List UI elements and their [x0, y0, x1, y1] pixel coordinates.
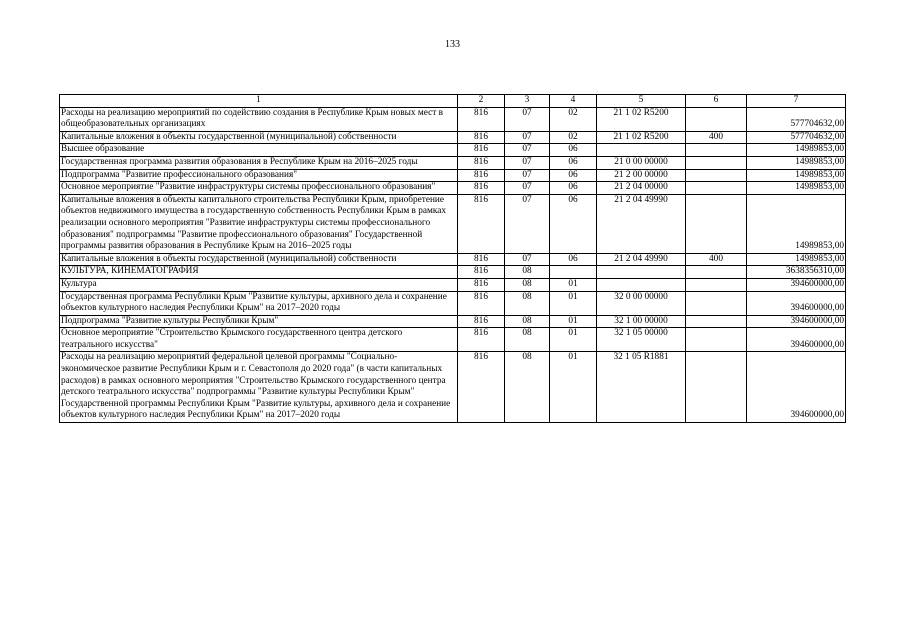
section-code-cell: 07: [505, 107, 550, 131]
section-code-cell: 07: [505, 169, 550, 182]
expense-type-cell: [686, 328, 747, 352]
target-article-cell: 21 2 00 00000: [597, 169, 686, 182]
target-article-cell: 21 2 04 49990: [597, 194, 686, 253]
target-article-cell: 32 0 00 00000: [597, 291, 686, 315]
table-row: [60, 156, 846, 169]
section-code-cell: 07: [505, 253, 550, 266]
subsection-code-cell: 06: [550, 169, 597, 182]
expense-type-cell: [686, 169, 747, 182]
row-name-cell: Капитальные вложения в объекты капитального строительства Республики Крым, приобретение объектов недвижимого имущества в государственную собственность Республики Крым в рамках реализации основного мероприятия "Развитие инфраструктуры системы профессионального образования" подпрограммы "Развитие профессионального образования" Государственной программы развития образования в Республике Крым на 2016–2025 годы: [60, 194, 458, 253]
table-row: [60, 328, 846, 352]
row-name-cell: Расходы на реализацию мероприятий по содействию создания в Республике Крым новых мест в общеобразовательных организациях: [60, 107, 458, 131]
expense-type-cell: [686, 352, 747, 423]
target-article-cell: 32 1 05 00000: [597, 328, 686, 352]
section-code-cell: 07: [505, 156, 550, 169]
target-article-cell: 21 1 02 R5200: [597, 131, 686, 144]
subsection-code-cell: 02: [550, 107, 597, 131]
table-row: [60, 253, 846, 266]
ministry-code-cell: 816: [458, 266, 505, 279]
section-code-cell: 07: [505, 131, 550, 144]
amount-cell: 14989853,00: [747, 169, 846, 182]
row-name-cell: Культура: [60, 278, 458, 291]
column-header: 5: [597, 95, 686, 108]
table-row: [60, 291, 846, 315]
expense-type-cell: [686, 315, 747, 328]
section-code-cell: 08: [505, 328, 550, 352]
table-header-row: [60, 95, 846, 108]
subsection-code-cell: 01: [550, 291, 597, 315]
table-row: [60, 315, 846, 328]
table-row: [60, 182, 846, 195]
column-header: 6: [686, 95, 747, 108]
subsection-code-cell: [550, 266, 597, 279]
amount-cell: 14989853,00: [747, 253, 846, 266]
amount-cell: 577704632,00: [747, 107, 846, 131]
row-name-cell: Расходы на реализацию мероприятий федеральной целевой программы "Социально-экономическое развитие Республики Крым и г. Севастополя до 2020 года" (в части капитальных расходов) в рамках основного мероприятия "Строительство Крымского государственного центра детского театрального искусства" подпрограммы "Развитие культуры Республики Крым" Государственной программы Республики Крым "Развитие культуры, архивного дела и сохранение объектов культурного наследия Республики Крым" на 2017–2020 годы: [60, 352, 458, 423]
ministry-code-cell: 816: [458, 291, 505, 315]
column-header: 4: [550, 95, 597, 108]
amount-cell: 14989853,00: [747, 182, 846, 195]
expense-type-cell: [686, 182, 747, 195]
row-name-cell: КУЛЬТУРА, КИНЕМАТОГРАФИЯ: [60, 266, 458, 279]
ministry-code-cell: 816: [458, 182, 505, 195]
target-article-cell: 32 1 05 R1881: [597, 352, 686, 423]
ministry-code-cell: 816: [458, 278, 505, 291]
amount-cell: 14989853,00: [747, 156, 846, 169]
target-article-cell: [597, 278, 686, 291]
amount-cell: 394600000,00: [747, 328, 846, 352]
row-name-cell: Подпрограмма "Развитие культуры Республики Крым": [60, 315, 458, 328]
column-header: 7: [747, 95, 846, 108]
row-name-cell: Основное мероприятие "Строительство Крымского государственного центра детского театрального искусства": [60, 328, 458, 352]
column-header: 2: [458, 95, 505, 108]
subsection-code-cell: 06: [550, 156, 597, 169]
ministry-code-cell: 816: [458, 352, 505, 423]
target-article-cell: 21 2 04 00000: [597, 182, 686, 195]
target-article-cell: 21 0 00 00000: [597, 156, 686, 169]
row-name-cell: Капитальные вложения в объекты государственной (муниципальной) собственности: [60, 131, 458, 144]
expense-type-cell: [686, 194, 747, 253]
target-article-cell: 32 1 00 00000: [597, 315, 686, 328]
table-row: [60, 194, 846, 253]
target-article-cell: 21 2 04 49990: [597, 253, 686, 266]
expense-type-cell: [686, 278, 747, 291]
ministry-code-cell: 816: [458, 328, 505, 352]
amount-cell: 14989853,00: [747, 144, 846, 157]
section-code-cell: 08: [505, 266, 550, 279]
target-article-cell: 21 1 02 R5200: [597, 107, 686, 131]
expense-type-cell: 400: [686, 131, 747, 144]
table-row: [60, 352, 846, 423]
table-row: [60, 144, 846, 157]
section-code-cell: 08: [505, 278, 550, 291]
amount-cell: 577704632,00: [747, 131, 846, 144]
section-code-cell: 08: [505, 291, 550, 315]
ministry-code-cell: 816: [458, 253, 505, 266]
amount-cell: 14989853,00: [747, 194, 846, 253]
amount-cell: 394600000,00: [747, 315, 846, 328]
budget-table: [59, 94, 846, 423]
ministry-code-cell: 816: [458, 169, 505, 182]
table-row: [60, 278, 846, 291]
ministry-code-cell: 816: [458, 315, 505, 328]
table-row: [60, 266, 846, 279]
row-name-cell: Подпрограмма "Развитие профессионального образования": [60, 169, 458, 182]
expense-type-cell: [686, 144, 747, 157]
section-code-cell: 08: [505, 315, 550, 328]
row-name-cell: Государственная программа Республики Крым "Развитие культуры, архивного дела и сохранение объектов культурного наследия Республики Крым" на 2017–2020 годы: [60, 291, 458, 315]
expense-type-cell: [686, 266, 747, 279]
ministry-code-cell: 816: [458, 107, 505, 131]
subsection-code-cell: 06: [550, 253, 597, 266]
ministry-code-cell: 816: [458, 194, 505, 253]
subsection-code-cell: 01: [550, 352, 597, 423]
section-code-cell: 07: [505, 194, 550, 253]
amount-cell: 3638356310,00: [747, 266, 846, 279]
amount-cell: 394600000,00: [747, 352, 846, 423]
ministry-code-cell: 816: [458, 144, 505, 157]
expense-type-cell: [686, 291, 747, 315]
ministry-code-cell: 816: [458, 156, 505, 169]
row-name-cell: Государственная программа развития образования в Республике Крым на 2016–2025 годы: [60, 156, 458, 169]
column-header: 1: [60, 95, 458, 108]
table-row: [60, 169, 846, 182]
subsection-code-cell: 01: [550, 315, 597, 328]
row-name-cell: Высшее образование: [60, 144, 458, 157]
section-code-cell: 07: [505, 144, 550, 157]
section-code-cell: 08: [505, 352, 550, 423]
section-code-cell: 07: [505, 182, 550, 195]
page-number: 133: [445, 39, 460, 50]
expense-type-cell: [686, 107, 747, 131]
subsection-code-cell: 01: [550, 278, 597, 291]
table-row: [60, 131, 846, 144]
subsection-code-cell: 02: [550, 131, 597, 144]
target-article-cell: [597, 144, 686, 157]
subsection-code-cell: 06: [550, 194, 597, 253]
amount-cell: 394600000,00: [747, 291, 846, 315]
subsection-code-cell: 06: [550, 144, 597, 157]
expense-type-cell: [686, 156, 747, 169]
ministry-code-cell: 816: [458, 131, 505, 144]
subsection-code-cell: 01: [550, 328, 597, 352]
amount-cell: 394600000,00: [747, 278, 846, 291]
target-article-cell: [597, 266, 686, 279]
row-name-cell: Капитальные вложения в объекты государственной (муниципальной) собственности: [60, 253, 458, 266]
table-row: [60, 107, 846, 131]
column-header: 3: [505, 95, 550, 108]
row-name-cell: Основное мероприятие "Развитие инфраструктуры системы профессионального образования": [60, 182, 458, 195]
expense-type-cell: 400: [686, 253, 747, 266]
subsection-code-cell: 06: [550, 182, 597, 195]
